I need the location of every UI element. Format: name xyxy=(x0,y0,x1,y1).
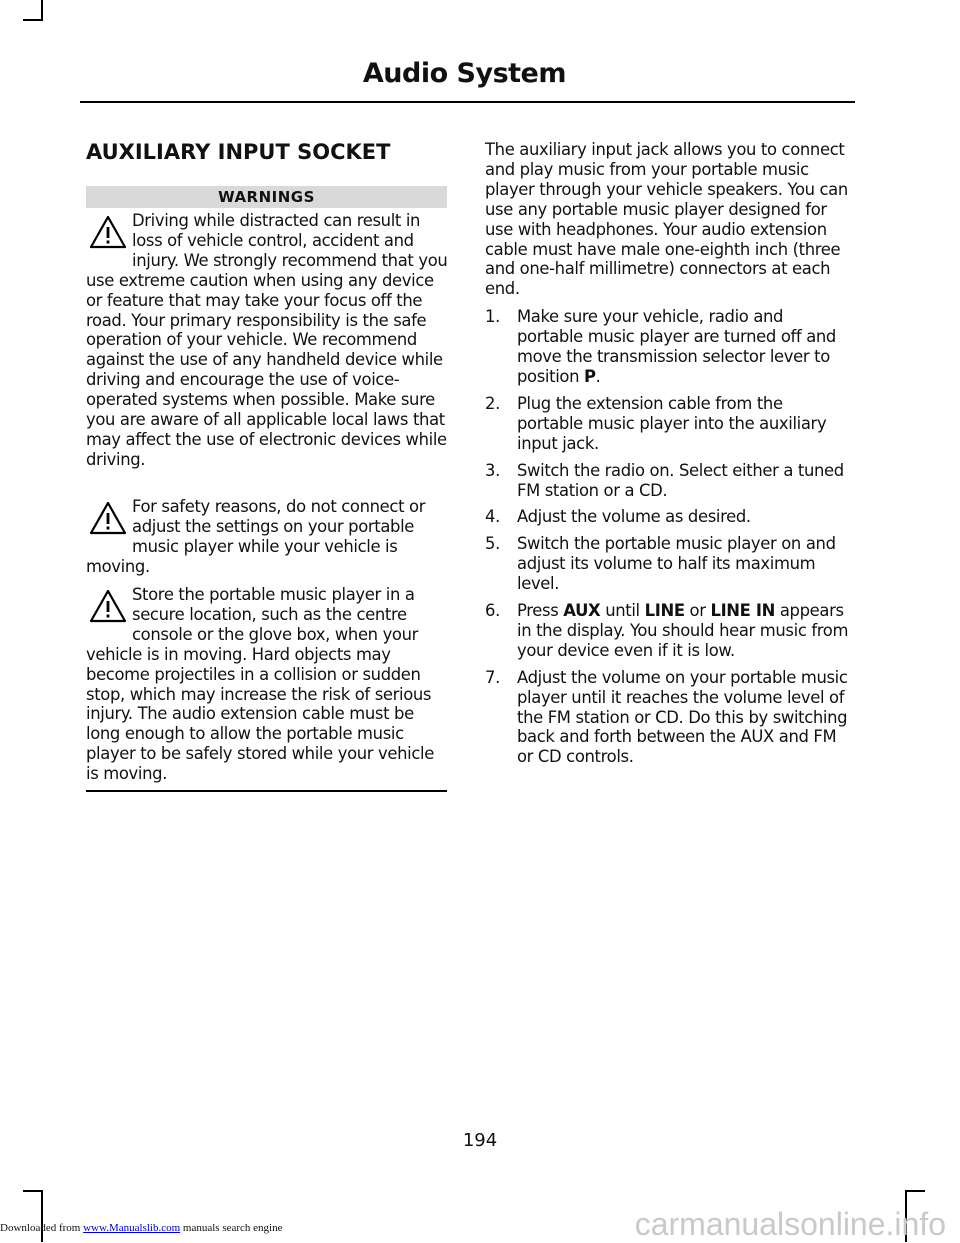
step-bold: P xyxy=(583,366,596,386)
list-item xyxy=(485,601,853,661)
step-number: 3. xyxy=(485,460,500,480)
step-text: . xyxy=(595,366,601,386)
crop-mark xyxy=(23,1190,43,1192)
step-bold: AUX xyxy=(563,601,601,621)
warning-text: Store the portable music player in a secure location, such as the centre console or the glove box, when your vehicle is in moving. Hard objects may become projectiles in a collision or sudden stop, which may increase the risk of serious injury. The audio extension cable must be long enough to allow the portable music player to be safely stored while your vehicle is moving. xyxy=(86,585,434,784)
step-text: or xyxy=(684,601,711,621)
watermark: carmanualsonline.info xyxy=(634,1206,946,1242)
warning-item xyxy=(86,497,448,577)
download-footer xyxy=(0,1222,282,1234)
step-text: Press xyxy=(517,601,564,621)
list-item xyxy=(485,668,853,768)
header-rule xyxy=(80,101,855,103)
section-title: AUXILIARY INPUT SOCKET xyxy=(86,140,391,164)
warning-triangle-icon xyxy=(86,497,130,549)
crop-mark xyxy=(41,0,43,20)
page-header-title: Audio System xyxy=(362,58,566,89)
step-bold: LINE xyxy=(644,601,685,621)
warnings-end-rule xyxy=(86,790,447,792)
steps-list xyxy=(485,307,853,767)
step-text: Adjust the volume on your portable music player until it reaches the volume level of the FM station or CD. Do this by switching back and forth between the AUX and FM or CD controls. xyxy=(517,667,848,767)
warning-text: For safety reasons, do not connect or adjust the settings on your portable music player while your vehicle is moving. xyxy=(86,497,426,576)
warning-triangle-icon xyxy=(86,211,130,263)
warning-item xyxy=(86,585,448,784)
step-text: Switch the radio on. Select either a tuned FM station or a CD. xyxy=(517,460,844,500)
crop-mark xyxy=(23,19,43,21)
step-text: Plug the extension cable from the portable music player into the auxiliary input jack. xyxy=(517,393,827,453)
crop-mark xyxy=(905,1190,925,1192)
warning-item xyxy=(86,211,448,470)
list-item xyxy=(485,507,853,527)
warning-triangle-icon xyxy=(86,585,130,637)
list-item xyxy=(485,394,853,454)
step-number: 7. xyxy=(485,667,500,687)
step-number: 6. xyxy=(485,601,500,621)
instructions-column xyxy=(485,140,853,774)
list-item xyxy=(485,534,853,594)
list-item xyxy=(485,307,853,387)
footer-text: manuals search engine xyxy=(180,1222,283,1234)
page-number: 194 xyxy=(462,1130,498,1151)
crop-mark xyxy=(41,1190,43,1242)
warning-text: Driving while distracted can result in loss of vehicle control, accident and injury. We strongly recommend that you use extreme caution when using any device or feature that may take your focus off the road. Your primary responsibility is the safe operation of your vehicle. We recommend against the use of any handheld device while driving and encourage the use of voice-operated systems when possible. Make sure you are aware of all applicable local laws that may affect the use of electronic devices while driving. xyxy=(86,211,448,469)
step-bold: LINE IN xyxy=(710,601,775,621)
step-number: 2. xyxy=(485,393,500,413)
list-item xyxy=(485,461,853,501)
step-number: 1. xyxy=(485,307,500,327)
step-text: Make sure your vehicle, radio and portable music player are turned off and move the transmission selector lever to position xyxy=(517,307,836,386)
step-text: until xyxy=(600,601,645,621)
step-text: Adjust the volume as desired. xyxy=(517,507,751,527)
warnings-heading: WARNINGS xyxy=(86,186,447,208)
step-number: 5. xyxy=(485,534,500,554)
step-text: appears in the display. You should hear music from your device even if it is low. xyxy=(517,601,849,660)
footer-text: Downloaded from xyxy=(0,1222,84,1234)
step-number: 4. xyxy=(485,507,500,527)
intro-paragraph: The auxiliary input jack allows you to connect and play music from your portable music player through your vehicle speakers. You can use any portable music player designed for use with headphones. Your audio extension cable must have male one-eighth inch (three and one-half millimetre) connectors at each end. xyxy=(485,140,848,299)
step-text: Switch the portable music player on and adjust its volume to half its maximum level. xyxy=(517,534,836,594)
manualslib-link[interactable]: www.Manualslib.com xyxy=(83,1222,181,1234)
